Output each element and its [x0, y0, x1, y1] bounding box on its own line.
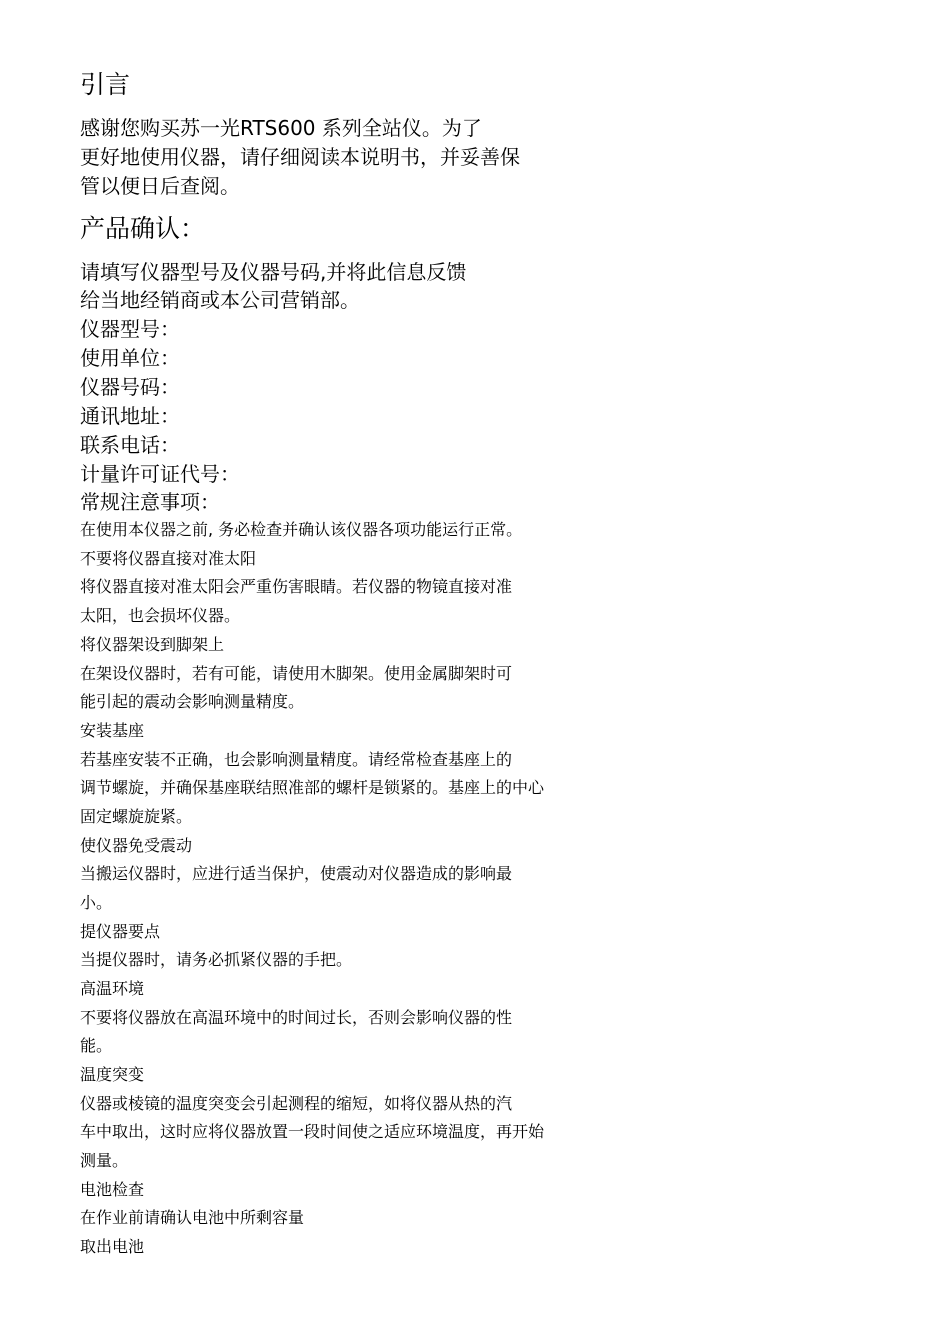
form-field-license-code: 计量许可证代号： [80, 462, 240, 486]
form-field-user-unit: 使用单位： [80, 346, 180, 370]
precaution-subheading: 安装基座 [80, 721, 145, 740]
form-field-address: 通讯地址： [80, 404, 180, 428]
precaution-line: 在作业前请确认电池中所剩容量 [80, 1208, 305, 1227]
confirm-line: 给当地经销商或本公司营销部。 [80, 288, 360, 312]
form-field-model: 仪器型号： [80, 317, 180, 341]
precaution-line: 在架设仪器时，若有可能，请使用木脚架。使用金属脚架时可 [80, 664, 513, 683]
precaution-line: 不要将仪器放在高温环境中的时间过长，否则会影响仪器的性 [80, 1008, 513, 1027]
precaution-line: 车中取出，这时应将仪器放置一段时间使之适应环境温度，再开始 [80, 1122, 545, 1141]
precaution-line: 仪器或棱镜的温度突变会引起测程的缩短，如将仪器从热的汽 [80, 1094, 513, 1113]
intro-heading: 引言 [80, 70, 131, 99]
precaution-line: 调节螺旋，并确保基座联结照准部的螺杆是锁紧的。基座上的中心 [80, 778, 545, 797]
precaution-subheading: 电池检查 [80, 1180, 145, 1199]
intro-line: 感谢您购买苏一光RTS600 系列全站仪。为了 [80, 116, 482, 140]
precaution-line: 将仪器直接对准太阳会严重伤害眼睛。若仪器的物镜直接对准 [80, 577, 513, 596]
precaution-subheading: 温度突变 [80, 1065, 145, 1084]
confirm-line: 请填写仪器型号及仪器号码,并将此信息反馈 [80, 260, 467, 284]
precaution-line: 能引起的震动会影响测量精度。 [80, 692, 305, 711]
precaution-subheading: 提仪器要点 [80, 922, 161, 941]
precaution-line: 当搬运仪器时，应进行适当保护，使震动对仪器造成的影响最 [80, 864, 513, 883]
precaution-line: 在使用本仪器之前, 务必检查并确认该仪器各项功能运行正常。 [80, 520, 523, 539]
precaution-line: 测量。 [80, 1151, 129, 1170]
precaution-line: 能。 [80, 1036, 113, 1055]
confirm-heading: 产品确认： [80, 214, 206, 243]
precaution-subheading: 取出电池 [80, 1237, 145, 1256]
precaution-line: 太阳，也会损坏仪器。 [80, 606, 241, 625]
intro-line: 更好地使用仪器，请仔细阅读本说明书，并妥善保 [80, 145, 520, 169]
precaution-subheading: 高温环境 [80, 979, 145, 998]
precaution-subheading: 将仪器架设到脚架上 [80, 635, 225, 654]
precaution-subheading: 不要将仪器直接对准太阳 [80, 549, 257, 568]
form-field-phone: 联系电话： [80, 433, 180, 457]
precaution-subheading: 使仪器免受震动 [80, 836, 193, 855]
precaution-line: 小。 [80, 893, 113, 912]
intro-line: 管以便日后查阅。 [80, 174, 240, 198]
precaution-line: 固定螺旋旋紧。 [80, 807, 193, 826]
precaution-line: 若基座安装不正确，也会影响测量精度。请经常检查基座上的 [80, 750, 513, 769]
precaution-line: 当提仪器时，请务必抓紧仪器的手把。 [80, 950, 353, 969]
form-field-serial-number: 仪器号码： [80, 375, 180, 399]
precautions-heading: 常规注意事项： [80, 490, 220, 514]
